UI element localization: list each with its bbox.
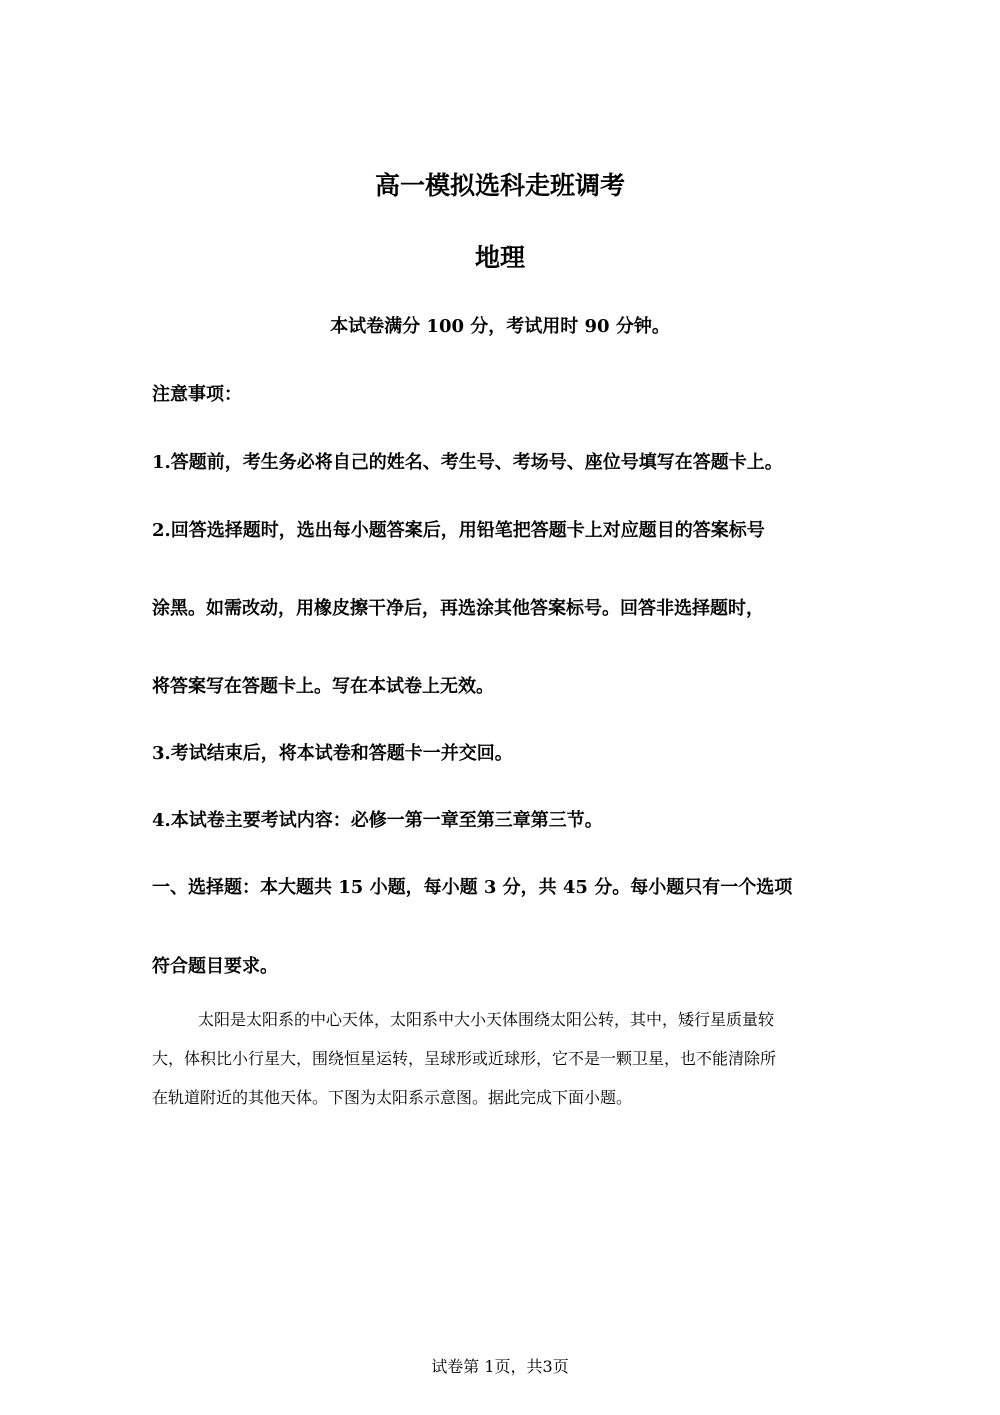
section-heading-line-2: 符合题目要求。 (152, 956, 278, 977)
note-item-2-line-3: 将答案写在答题卡上。写在本试卷上无效。 (152, 676, 494, 697)
note-item-4: 4.本试卷主要考试内容：必修一第一章至第三章第三节。 (152, 810, 603, 831)
notes-heading: 注意事项： (152, 384, 242, 405)
passage-line-1: 太阳是太阳系的中心天体，太阳系中大小天体围绕太阳公转，其中，矮行星质量较 (198, 1010, 775, 1029)
subject-title: 地理 (474, 243, 525, 272)
note-item-2-line-1: 2.回答选择题时，选出每小题答案后，用铅笔把答题卡上对应题目的答案标号 (152, 520, 765, 541)
section-heading-line-1: 一、选择题：本大题共 15 小题，每小题 3 分，共 45 分。每小题只有一个选项 (152, 877, 793, 898)
passage-line-3: 在轨道附近的其他天体。下图为太阳系示意图。据此完成下面小题。 (152, 1088, 633, 1107)
passage-line-2: 大，体积比小行星大，围绕恒星运转，呈球形或近球形，它不是一颗卫星，也不能清除所 (152, 1049, 777, 1068)
page-footer: 试卷第 1页，共3页 (431, 1357, 569, 1376)
exam-info: 本试卷满分 100 分，考试用时 90 分钟。 (330, 316, 670, 337)
exam-title: 高一模拟选科走班调考 (374, 171, 625, 200)
note-item-3: 3.考试结束后，将本试卷和答题卡一并交回。 (152, 743, 513, 764)
note-item-2-line-2: 涂黑。如需改动，用橡皮擦干净后，再选涂其他答案标号。回答非选择题时， (152, 598, 764, 619)
note-item-1: 1.答题前，考生务必将自己的姓名、考生号、考场号、座位号填写在答题卡上。 (152, 452, 783, 473)
